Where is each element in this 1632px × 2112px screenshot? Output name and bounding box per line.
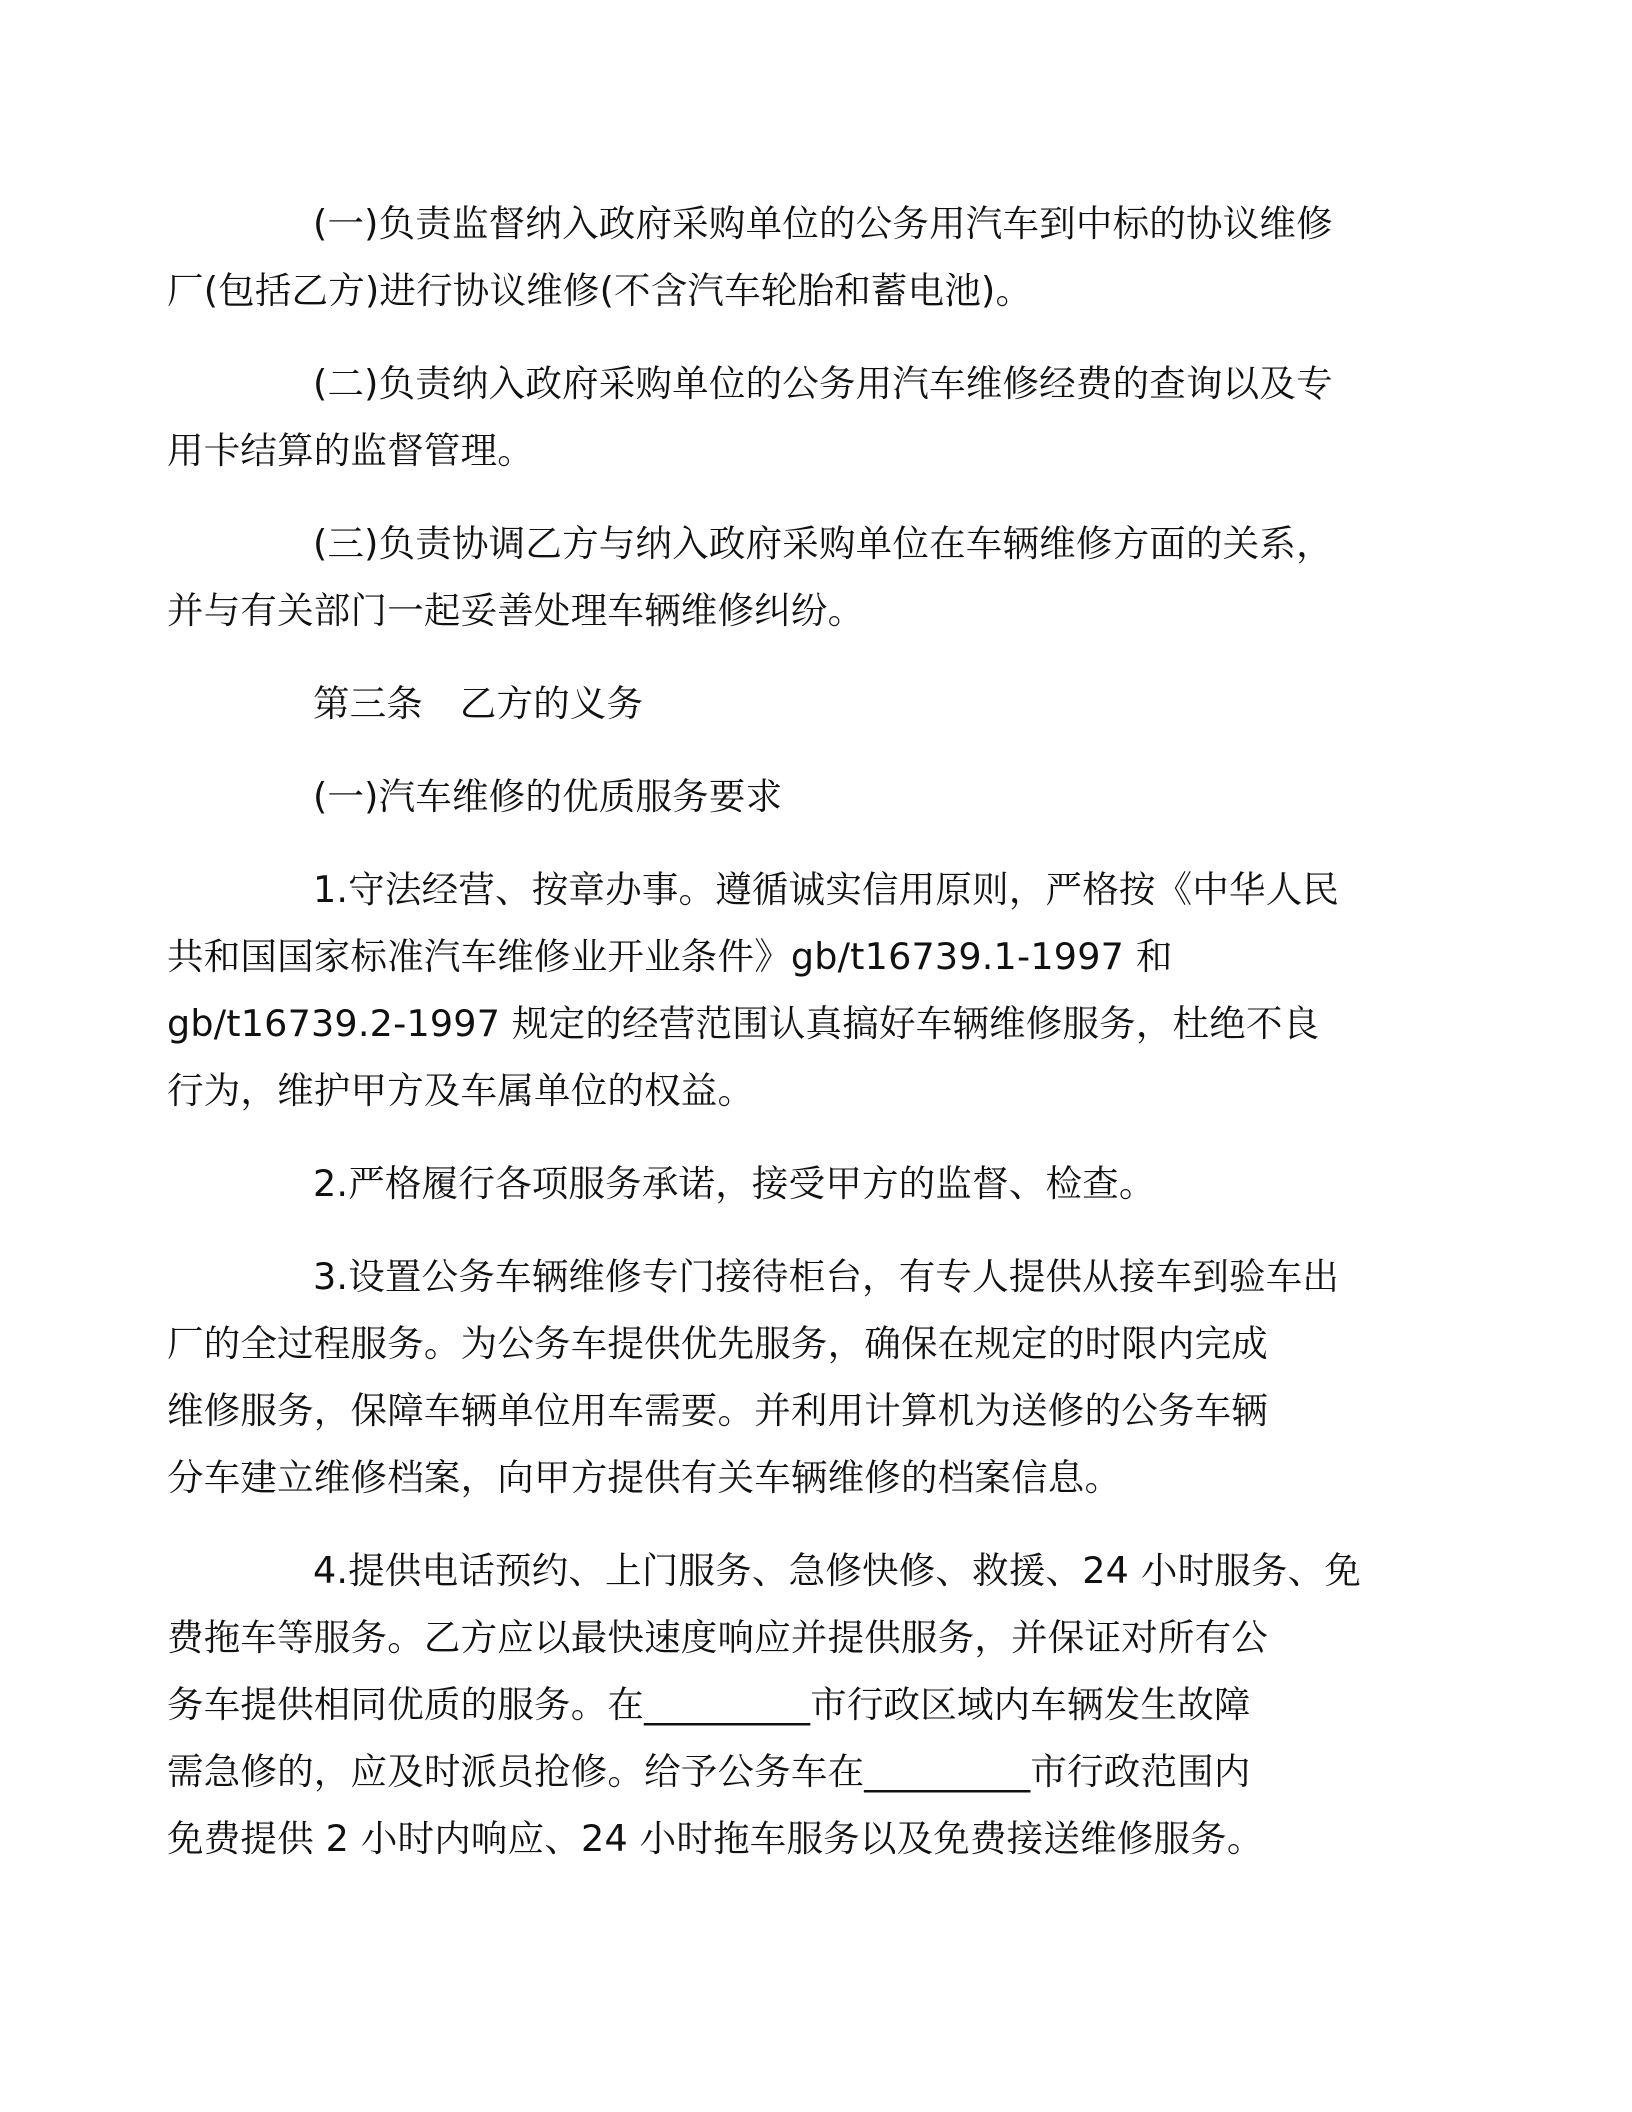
paragraph-line: 维修服务，保障车辆单位用车需要。并利用计算机为送修的公务车辆: [167, 1389, 1268, 1432]
paragraph-line: (三)负责协调乙方与纳入政府采购单位在车辆维修方面的关系，: [313, 522, 1333, 565]
paragraph-line: 需急修的，应及时派员抢修。给予公务车在_________市行政范围内: [167, 1750, 1251, 1793]
paragraph-line: 分车建立维修档案，向甲方提供有关车辆维修的档案信息。: [167, 1456, 1122, 1499]
paragraph-line: 用卡结算的监督管理。: [167, 429, 534, 472]
paragraph-item-2: [240, 1150, 1390, 1217]
paragraph-line: 并与有关部门一起妥善处理车辆维修纠纷。: [167, 589, 865, 632]
document-body: [167, 190, 1390, 1898]
paragraph-item-1: [167, 856, 1390, 1124]
paragraph-line: 免费提供 2 小时内响应、24 小时拖车服务以及免费接送维修服务。: [167, 1817, 1264, 1860]
subsection-heading: [240, 763, 1390, 830]
paragraph-line: 4.提供电话预约、上门服务、急修快修、救援、24 小时服务、免: [313, 1549, 1362, 1592]
paragraph-line: (一)汽车维修的优质服务要求: [313, 775, 783, 818]
paragraph-2: [167, 350, 1390, 484]
paragraph-line: 行为，维护甲方及车属单位的权益。: [167, 1069, 755, 1112]
paragraph-line: 务车提供相同优质的服务。在_________市行政区域内车辆发生故障: [167, 1683, 1251, 1726]
paragraph-line: (一)负责监督纳入政府采购单位的公务用汽车到中标的协议维修: [313, 202, 1333, 245]
paragraph-line: 3.设置公务车辆维修专门接待柜台，有专人提供从接车到验车出: [313, 1255, 1340, 1298]
paragraph-line: (二)负责纳入政府采购单位的公务用汽车维修经费的查询以及专: [313, 362, 1333, 405]
paragraph-line: 第三条 乙方的义务: [313, 682, 644, 725]
paragraph-line: 厂的全过程服务。为公务车提供优先服务，确保在规定的时限内完成: [167, 1322, 1268, 1365]
paragraph-item-3: [167, 1243, 1390, 1511]
paragraph-line: 2.严格履行各项服务承诺，接受甲方的监督、检查。: [313, 1162, 1156, 1205]
paragraph-line: gb/t16739.2-1997 规定的经营范围认真搞好车辆维修服务，杜绝不良: [167, 1002, 1320, 1045]
paragraph-line: 厂(包括乙方)进行协议维修(不含汽车轮胎和蓄电池)。: [167, 269, 1033, 312]
paragraph-1: [167, 190, 1390, 324]
paragraph-line: 1.守法经营、按章办事。遵循诚实信用原则，严格按《中华人民: [313, 868, 1340, 911]
section-heading-article-3: [240, 670, 1390, 737]
paragraph-3: [167, 510, 1390, 644]
paragraph-item-4: [167, 1537, 1390, 1872]
paragraph-line: 费拖车等服务。乙方应以最快速度响应并提供服务，并保证对所有公: [167, 1616, 1268, 1659]
paragraph-line: 共和国国家标准汽车维修业开业条件》gb/t16739.1-1997 和: [167, 935, 1173, 978]
